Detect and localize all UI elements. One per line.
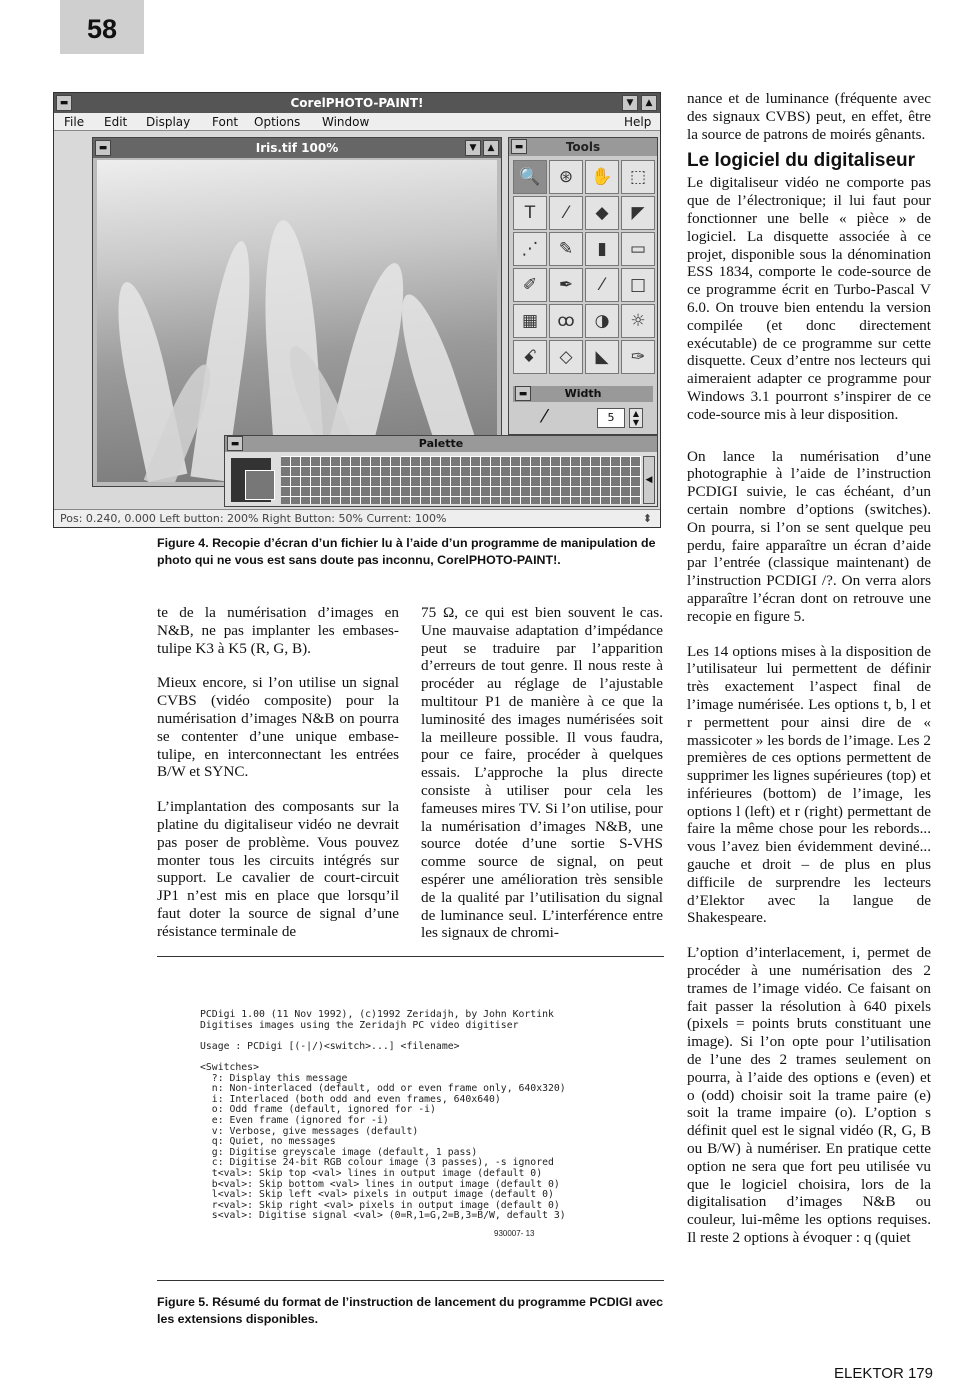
drop-icon[interactable]: ◇	[549, 340, 583, 374]
width-control	[513, 386, 653, 430]
background-color-swatch[interactable]	[245, 470, 275, 500]
paint-tube-icon[interactable]: ▮	[585, 232, 619, 266]
paragraph: On lance la numérisation d’une photographie à l’aide de l’instruction PCDIGI suivie, le cas échéant, d’un certain nombre d’options (switches). On pourra, si l’on se sent quelque peu perdu, faire apparaître un écran d’aide par l’entrée (classique maintenant) de l’instruction PCDIGI /?. On verra alors apparaître l’écran dont on retrouve une recopie en figure 5.	[687, 447, 931, 625]
figure5-id: 930007- 13	[494, 1229, 535, 1238]
smudge-icon[interactable]: ꗃ	[513, 340, 547, 374]
tools-palette	[508, 137, 658, 435]
paragraph: Les 14 options mises à la disposition de l’utilisateur lui permettent de définir très exactement l’aspect final de l’image numérisée. Les options t, b, l et r permettent pour ainsi dire de « massicoter » les bords de l’image. Les 2 premières de ces options permettent de supprimer les lignes supérieures (top) et inférieures (bottom) de l’image, les options l (left) et r (right) permettant de faire la même chose pour les rebords... vous l’avez bien évidemment deviné... gauche et droit – de plus en plus difficile de surprendre les lecteurs d’Elektor avec la langue de Shakespeare.	[687, 642, 931, 927]
status-text: Pos: 0.240, 0.000 Left button: 200% Right Button: 50% Current: 100%	[60, 512, 447, 525]
document-maximize-icon[interactable]: ▲	[483, 140, 499, 156]
pen-icon[interactable]: ✒	[549, 268, 583, 302]
palette-title: Palette	[418, 437, 464, 450]
tools-menu-icon[interactable]: ▬	[511, 139, 527, 154]
document-minimize-icon[interactable]: ▼	[465, 140, 481, 156]
paragraph: L’implantation des composants sur la platine du digitaliseur vidéo ne devrait pas poser de problème. Vous pouvez monter tous les circuits intégrés sur support. Le cavalier de court-circuit JP1 n’est mis en place que lorsqu’il faut doter la source de signal d’une résistance terminale de	[157, 798, 399, 940]
menu-display[interactable]: Display	[146, 115, 191, 129]
column-left	[157, 604, 399, 958]
minimize-icon[interactable]: ▼	[622, 95, 638, 111]
document-titlebar	[93, 138, 501, 158]
locator-icon[interactable]: ⊛	[549, 160, 583, 194]
tool-grid	[513, 160, 655, 374]
palette-menu-icon[interactable]: ▬	[227, 436, 243, 451]
clone-icon[interactable]: ꝏ	[549, 304, 583, 338]
palette-scroll-icon[interactable]: ◀	[643, 456, 655, 504]
stamp-icon[interactable]: ✑	[621, 340, 655, 374]
paragraph: L’option d’interlacement, i, permet de procéder à une numérisation des 2 trames de l’image vidéo. Ce faisant on fait passer la résolution à 640 pixels (pixels = points bruts constituant une image). Si l’on opte pour l’utilisation de l’une des 2 trames seulement on pourra, à l’aide des options e (even) et o (odd) choisir soit la trame paire (e) soit la trame impaire (o). L’option s définit quel est le signal vidéo (R, G, B ou B/W) à numériser. En pratique cette option ne sera que fort peu utilisée vu que le logiciel choisira, lors de la digitalisation d’images N&B ou couleur, lui-même les options requises. Il reste 2 options à évoquer : q (quiet	[687, 944, 931, 1247]
brush-width-icon: ⁄	[543, 406, 547, 427]
airbrush-icon[interactable]: ✎	[549, 232, 583, 266]
line-icon[interactable]: ⁄	[585, 268, 619, 302]
tools-title: Tools	[565, 140, 601, 154]
app-titlebar	[54, 93, 660, 113]
eraser-icon[interactable]: ▭	[621, 232, 655, 266]
width-value[interactable]: 5	[597, 408, 625, 428]
palette-titlebar	[225, 436, 657, 452]
paint-bucket-icon[interactable]: ◆	[585, 196, 619, 230]
page-footer: ELEKTOR 179	[834, 1365, 933, 1382]
menu-window[interactable]: Window	[322, 115, 370, 129]
width-spinner-icon[interactable]: ▲ ▼	[629, 408, 643, 428]
crop-icon[interactable]: ⬚	[621, 160, 655, 194]
menu-help[interactable]: Help	[624, 115, 652, 129]
paragraph: nance et de luminance (fréquente avec des signaux CVBS) peut, en effet, être la source de patrons de moirés gênants.	[687, 90, 931, 143]
column-right	[687, 90, 931, 1264]
menu-options[interactable]: Options	[254, 115, 301, 129]
figure4-caption: Figure 4. Recopie d’écran d’un fichier lu à l’aide d’un programme de manipulation de photo qui ne vous est sans doute pas inconnu, CorelPHOTO-PAINT!.	[157, 536, 656, 567]
magnifier-icon[interactable]: 🔍	[513, 160, 547, 194]
effect-icon[interactable]: ◣	[585, 340, 619, 374]
figure4-screenshot	[53, 92, 661, 528]
palette-color-grid[interactable]	[281, 456, 641, 504]
maximize-icon[interactable]: ▲	[641, 95, 657, 111]
width-title: Width	[564, 387, 602, 400]
brush-icon[interactable]: ✐	[513, 268, 547, 302]
sparkle-icon[interactable]: ☼	[621, 304, 655, 338]
color-palette	[224, 435, 658, 507]
figure5-caption: Figure 5. Résumé du format de l’instruction de lancement du programme PCDIGI avec les extensions disponibles.	[157, 1295, 664, 1326]
eyedropper-icon[interactable]: ⁄	[549, 196, 583, 230]
rectangle-icon[interactable]: □	[621, 268, 655, 302]
section-heading: Le logiciel du digitaliseur	[687, 150, 916, 172]
system-menu-icon[interactable]: ▬	[56, 95, 72, 111]
pcdigi-usage-listing: PCDigi 1.00 (11 Nov 1992), (c)1992 Zeridajh, by John Kortink Digitises images using the Zeridajh PC video digitiser Usage : PCDigi [(-|/)<switch>...] <filename> <Switches> ?: Display this message n: Non-interlaced (default, odd or even frame only, 640x320) i: Interlaced (both odd and even frames, 640x640) o: Odd frame (default, ignored for -i) e: Even frame (ignored for -i) v: Verbose, give messages (default) q: Quiet, no messages g: Digitise greyscale image (default, 1 pass) c: Digitise 24-bit RGB colour image (3 passes), -s ignored t<val>: Skip top <val> lines in output image (default 0) b<val>: Skip bottom <val> lines in output image (default 0) l<val>: Skip left <val> pixels in output image (default 0) r<val>: Skip right <val> pixels in output image (default 0) s<val>: Digitise signal <val> (0=R,1=G,2=B,3=B/W, default 3)	[200, 1009, 566, 1222]
column-middle	[421, 604, 663, 959]
circle-icon[interactable]: ◑	[585, 304, 619, 338]
paragraph: 75 Ω, ce qui est bien souvent le cas. Une mauvaise adaptation d’impédance peut se traduire par l’apparition d’erreurs de tout genre. Il nous reste à procéder au réglage de l’ajustable multitour P1 de manière à ce que la luminosité des images numérisées soit la meilleure possible. Il vous faudra, pour ce faire, procéder à quelques essais. L’approche la plus directe consiste à utiliser pour cela les fameuses mires TV. Si l’on utilise, pour la numérisation d’images N&B, une source dotée d’une sortie S-VHS comme source de signal, on peut espérer une amélioration très sensible de la qualité par l’utilisation du signal de luminance seul. L’interférence entre les signaux de chromi-	[421, 604, 663, 942]
paragraph: te de la numérisation d’images en N&B, ne pas implanter les embases-tulipe K3 à K5 (R, G, B).	[157, 604, 399, 657]
paragraph: Mieux encore, si l’on utilise un signal CVBS (vidéo composite) pour la numérisation d’images N&B on pourra se contenter d’une unique embase-tulipe, en interconnectant les entrées B/W et SYNC.	[157, 674, 399, 781]
text-icon[interactable]: T	[513, 196, 547, 230]
figure5-top-rule	[157, 956, 664, 957]
width-titlebar	[513, 386, 653, 402]
menu-file[interactable]: File	[64, 115, 85, 129]
hand-icon[interactable]: ✋	[585, 160, 619, 194]
spray-icon[interactable]: ⋰	[513, 232, 547, 266]
iris-photo	[97, 160, 497, 482]
figure5-bottom-rule	[157, 1280, 664, 1281]
page-number: 58	[60, 0, 144, 54]
status-spinner-icon[interactable]: ⬍	[642, 512, 652, 525]
tools-titlebar	[509, 138, 657, 156]
app-title: CorelPHOTO-PAINT!	[290, 96, 424, 110]
menu-font[interactable]: Font	[212, 115, 239, 129]
paragraph: Le digitaliseur vidéo ne comporte pas que de l’électronique; il lui faut pour fonctionner une belle « pièce » de logiciel. La disquette associée à ce projet, disponible sous la dénomination ESS 1834, comporte le code-source de ce programme écrit en Turbo-Pascal V 6.0. On trouve bien entendu la version compilée (et donc directement exécutable) de ce programme sur cette disquette. Ceux d’entre nos lecteurs qui aimeraient adapter ce programme pour Windows 3.1 pourront s’inspirer de ce code-source mis à leur disposition.	[687, 174, 931, 423]
menubar	[54, 113, 660, 131]
gradient-icon[interactable]: ◤	[621, 196, 655, 230]
menu-edit[interactable]: Edit	[104, 115, 128, 129]
pattern-icon[interactable]: ▦	[513, 304, 547, 338]
status-bar	[54, 509, 660, 527]
width-menu-icon[interactable]: ▬	[515, 386, 531, 401]
document-menu-icon[interactable]: ▬	[95, 140, 111, 156]
document-title: Iris.tif 100%	[255, 141, 339, 155]
